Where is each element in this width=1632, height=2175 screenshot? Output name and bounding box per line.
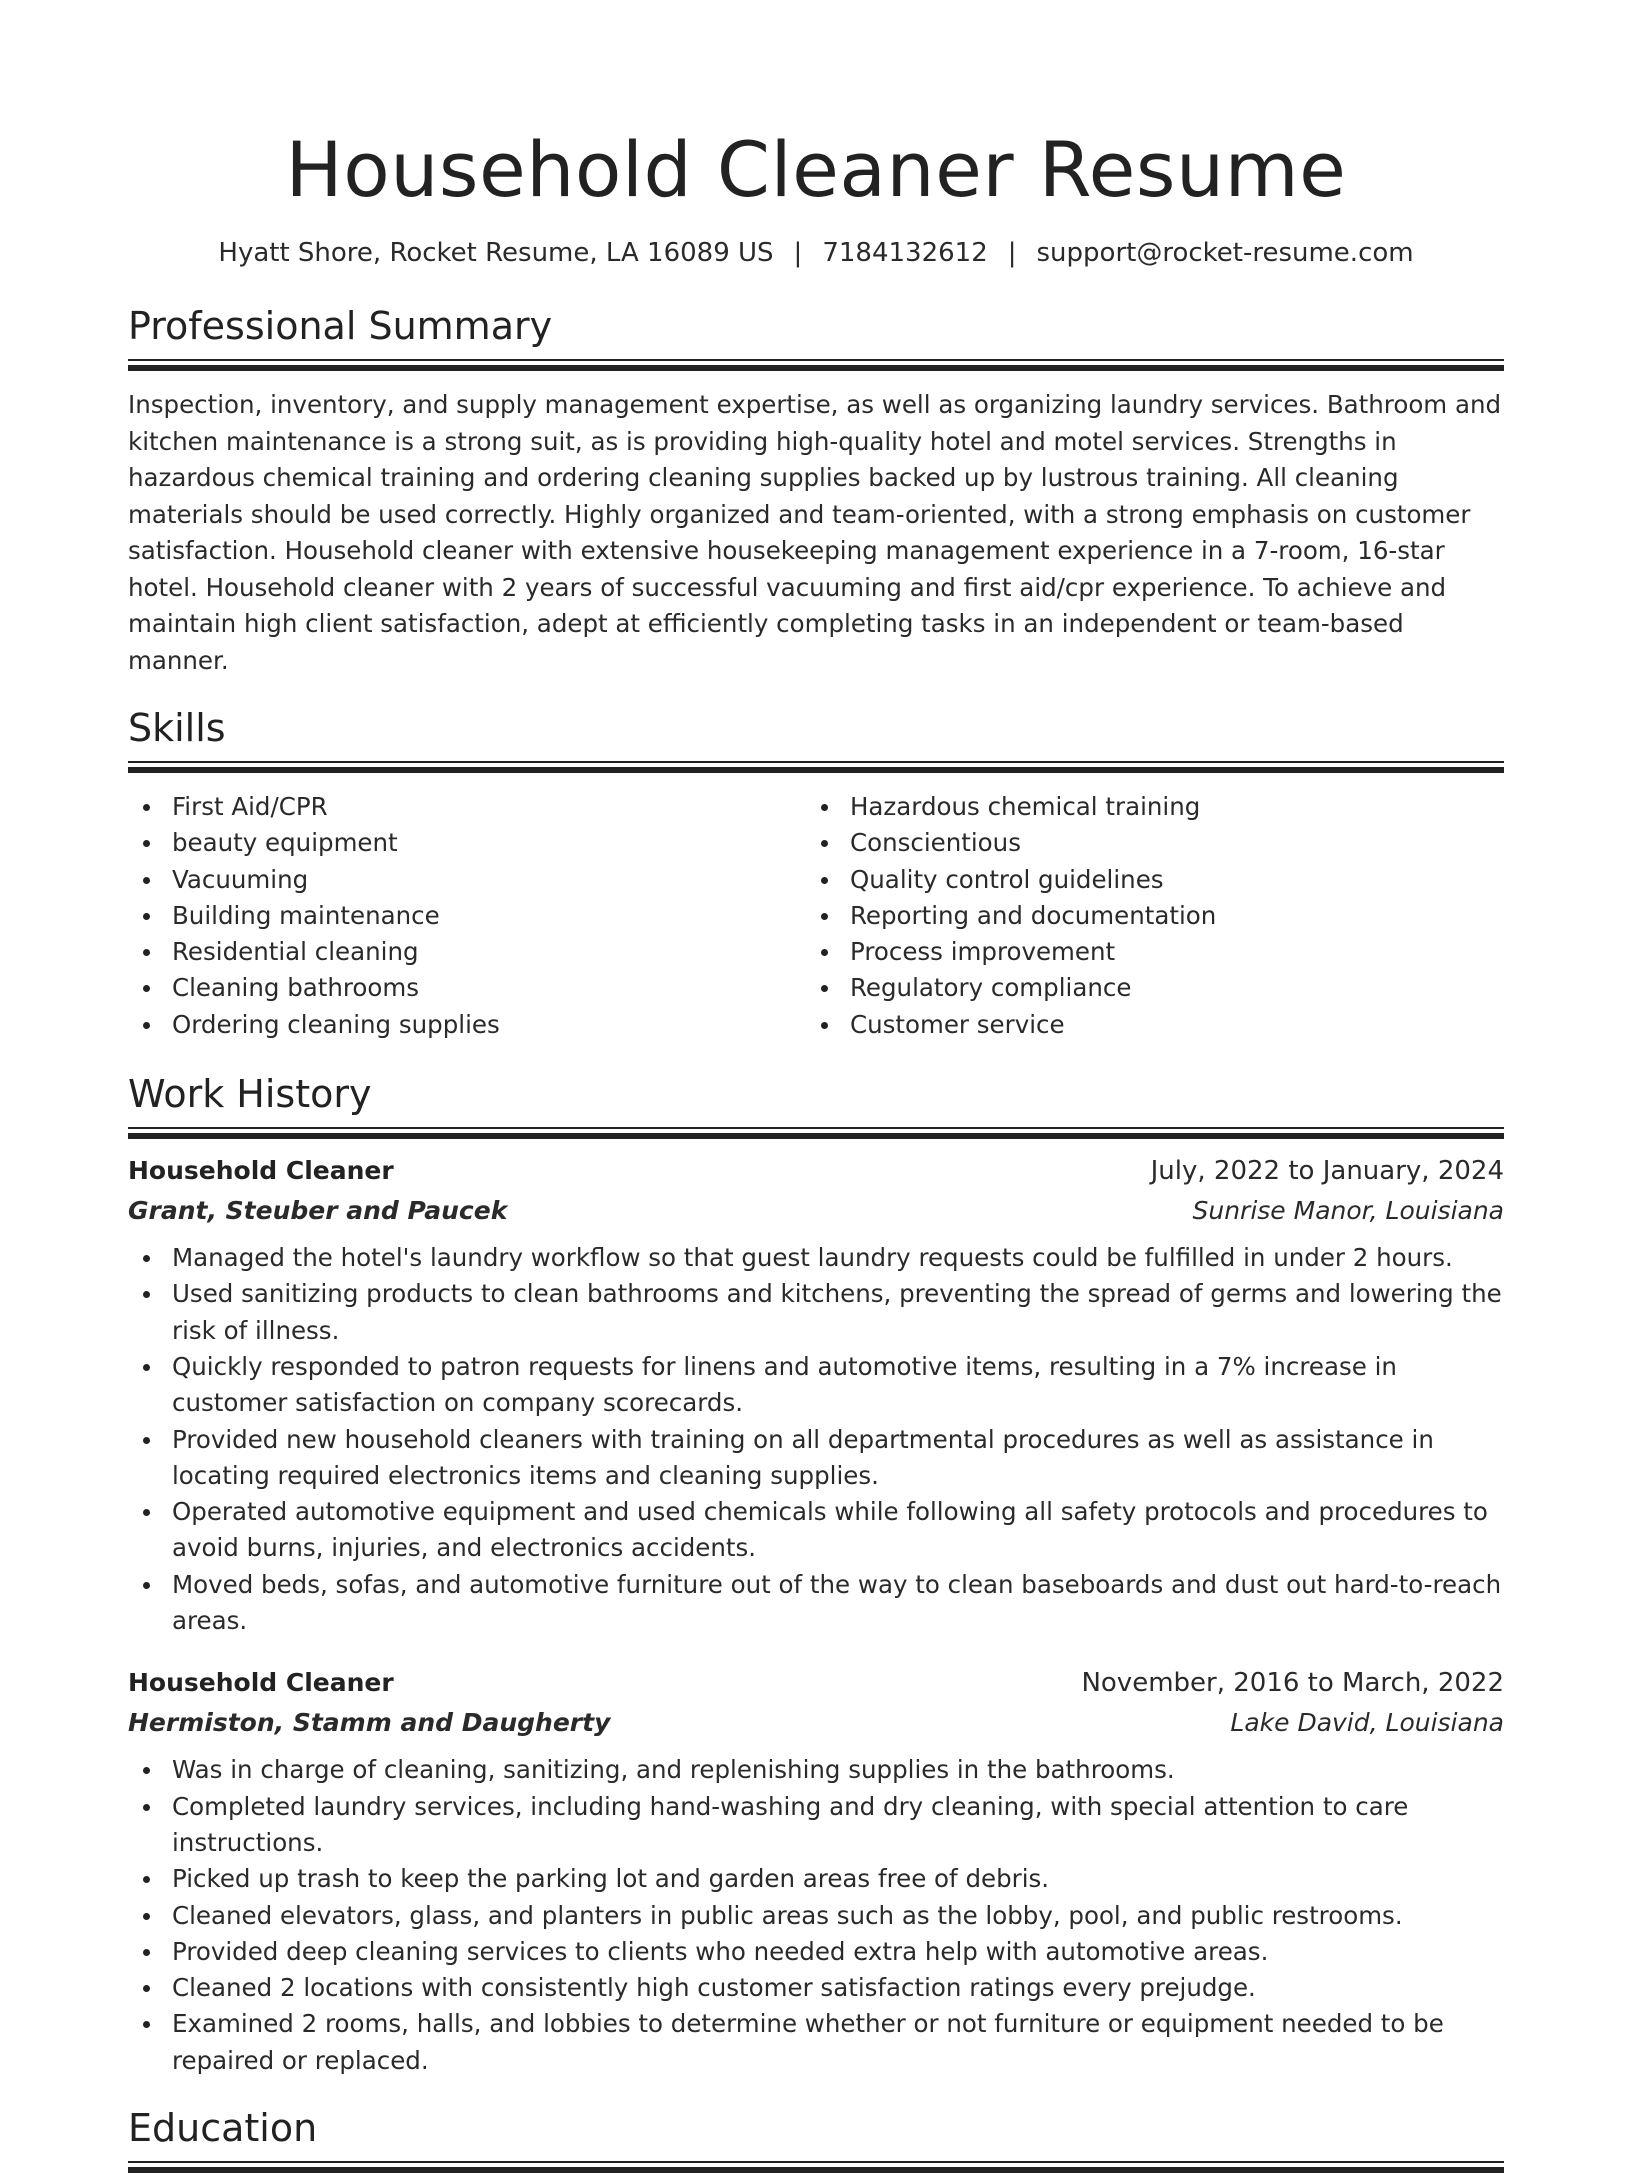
skill-item: Quality control guidelines xyxy=(806,862,1504,898)
skill-item: Regulatory compliance xyxy=(806,970,1504,1006)
skill-item: Hazardous chemical training xyxy=(806,789,1504,825)
skills-columns xyxy=(128,789,1504,1043)
section-rule xyxy=(128,761,1504,775)
job-dates: November, 2016 to March, 2022 xyxy=(1081,1668,1504,1699)
contact-address: Hyatt Shore, Rocket Resume, LA 16089 US xyxy=(218,238,774,268)
job-bullet: Provided deep cleaning services to clients who needed extra help with automotive areas. xyxy=(128,1934,1504,1970)
job-bullet: Provided new household cleaners with training on all departmental procedures as well as assistance in locating required electronics items and cleaning supplies. xyxy=(128,1422,1504,1495)
section-title-skills: Skills xyxy=(128,706,226,750)
job-entry xyxy=(128,1663,1504,2079)
skill-item: Conscientious xyxy=(806,825,1504,861)
resume-title: Household Cleaner Resume xyxy=(285,125,1347,214)
job-subheader-row xyxy=(128,1191,1504,1231)
job-bullet: Moved beds, sofas, and automotive furniture out of the way to clean baseboards and dust out hard-to-reach areas. xyxy=(128,1567,1504,1640)
job-bullet: Managed the hotel's laundry workflow so that guest laundry requests could be fulfilled in under 2 hours. xyxy=(128,1240,1504,1276)
job-bullet: Quickly responded to patron requests for linens and automotive items, resulting in a 7% increase in customer satisfaction on company scorecards. xyxy=(128,1349,1504,1422)
job-company: Grant, Steuber and Paucek xyxy=(128,1196,508,1226)
summary-section xyxy=(128,303,1504,679)
resume-content xyxy=(128,0,1504,2175)
contact-separator: | xyxy=(1007,238,1017,268)
job-bullet: Cleaned elevators, glass, and planters in public areas such as the lobby, pool, and public restrooms. xyxy=(128,1898,1504,1934)
contact-line xyxy=(128,236,1504,270)
job-title: Household Cleaner xyxy=(128,1668,394,1698)
contact-separator: | xyxy=(793,238,803,268)
job-company: Hermiston, Stamm and Daugherty xyxy=(128,1708,611,1738)
skill-item: First Aid/CPR xyxy=(128,789,806,825)
skills-right-column xyxy=(806,789,1504,1043)
section-title-summary: Professional Summary xyxy=(128,304,553,348)
job-title: Household Cleaner xyxy=(128,1156,394,1186)
skill-item: Residential cleaning xyxy=(128,934,806,970)
education-section xyxy=(128,2105,1504,2175)
skill-item: Ordering cleaning supplies xyxy=(128,1007,806,1043)
section-rule xyxy=(128,2161,1504,2175)
job-header-row xyxy=(128,1663,1504,1703)
job-bullet: Examined 2 rooms, halls, and lobbies to determine whether or not furniture or equipment needed to be repaired or replaced. xyxy=(128,2006,1504,2079)
job-bullet: Cleaned 2 locations with consistently high customer satisfaction ratings every prejudge. xyxy=(128,1970,1504,2006)
section-rule xyxy=(128,1127,1504,1141)
job-header-row xyxy=(128,1151,1504,1191)
skills-section xyxy=(128,705,1504,1043)
contact-email: support@rocket-resume.com xyxy=(1036,238,1414,268)
section-title-education: Education xyxy=(128,2106,318,2151)
job-location: Sunrise Manor, Louisiana xyxy=(1192,1196,1504,1226)
job-entry xyxy=(128,1151,1504,1639)
job-location: Lake David, Louisiana xyxy=(1230,1708,1504,1738)
summary-paragraph: Inspection, inventory, and supply management expertise, as well as organizing laundry services. Bathroom and kitchen maintenance is a strong suit, as is providing high-quality hotel and motel services. Strengths in hazardous chemical training and ordering cleaning supplies backed up by lustrous training. All cleaning materials should be used correctly. Highly organized and team-oriented, with a strong emphasis on customer satisfaction. Household cleaner with extensive housekeeping management experience in a 7-room, 16-star hotel. Household cleaner with 2 years of successful vacuuming and first aid/cpr experience. To achieve and maintain high client satisfaction, adept at efficiently completing tasks in an independent or team-based manner. xyxy=(128,390,1502,675)
job-bullets xyxy=(128,1240,1504,1639)
skill-item: Cleaning bathrooms xyxy=(128,970,806,1006)
skill-item: Building maintenance xyxy=(128,898,806,934)
work-history-section xyxy=(128,1071,1504,2079)
job-bullet: Picked up trash to keep the parking lot and garden areas free of debris. xyxy=(128,1861,1504,1897)
job-bullet: Was in charge of cleaning, sanitizing, and replenishing supplies in the bathrooms. xyxy=(128,1752,1504,1788)
skill-item: Customer service xyxy=(806,1007,1504,1043)
skill-item: Process improvement xyxy=(806,934,1504,970)
job-bullet: Completed laundry services, including hand-washing and dry cleaning, with special attention to care instructions. xyxy=(128,1789,1504,1862)
job-subheader-row xyxy=(128,1703,1504,1743)
skill-item: beauty equipment xyxy=(128,825,806,861)
contact-phone: 7184132612 xyxy=(822,238,988,268)
job-dates: July, 2022 to January, 2024 xyxy=(1150,1156,1504,1187)
section-title-work-history: Work History xyxy=(128,1072,372,1117)
job-bullet: Used sanitizing products to clean bathrooms and kitchens, preventing the spread of germs and lowering the risk of illness. xyxy=(128,1276,1504,1349)
skill-item: Vacuuming xyxy=(128,862,806,898)
job-bullet: Operated automotive equipment and used chemicals while following all safety protocols and procedures to avoid burns, injuries, and electronics accidents. xyxy=(128,1494,1504,1567)
section-rule xyxy=(128,359,1504,373)
skills-left-column xyxy=(128,789,806,1043)
job-bullets xyxy=(128,1752,1504,2079)
skill-item: Reporting and documentation xyxy=(806,898,1504,934)
